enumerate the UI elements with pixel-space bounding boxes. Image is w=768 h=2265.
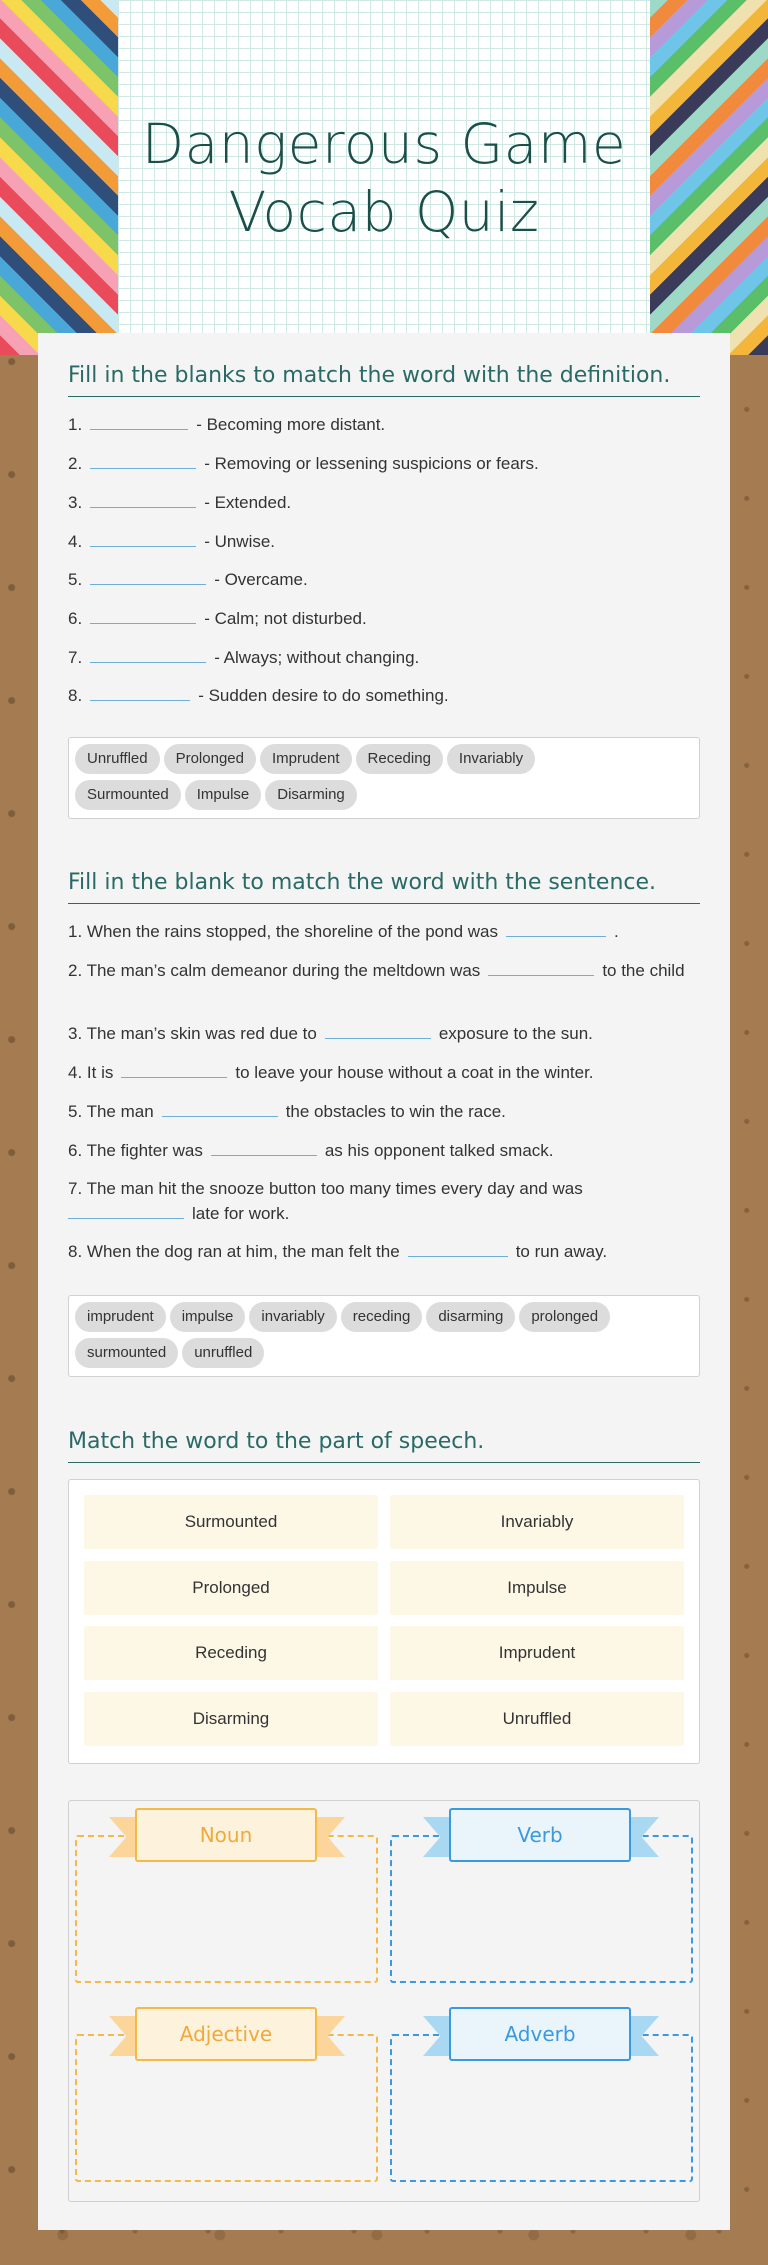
word-chip-disarming[interactable]: disarming <box>426 1302 515 1332</box>
sentence-question-4 <box>68 1060 708 1085</box>
word-chip-imprudent[interactable]: Imprudent <box>260 744 352 774</box>
answer-blank-1[interactable] <box>90 412 188 430</box>
definition-question-4 <box>68 529 708 554</box>
question-number: 1. <box>68 415 83 434</box>
answer-blank-3[interactable] <box>90 490 196 508</box>
word-chip-imprudent[interactable]: imprudent <box>75 1302 166 1332</box>
sentence-text-after: to the child <box>602 961 685 980</box>
word-chip-invariably[interactable]: invariably <box>249 1302 336 1332</box>
sentence-question-6 <box>68 1138 708 1163</box>
sentence-text-before: 5. The man <box>68 1102 154 1121</box>
question-number: 8. <box>68 686 83 705</box>
sentence-question-1 <box>68 919 708 944</box>
definition-text: - Sudden desire to do something. <box>198 686 449 705</box>
draggable-word-tile[interactable]: Disarming <box>84 1692 378 1746</box>
word-chip-receding[interactable]: receding <box>341 1302 423 1332</box>
word-chip-prolonged[interactable]: prolonged <box>519 1302 610 1332</box>
word-chip-impulse[interactable]: Impulse <box>185 780 262 810</box>
word-chip-unruffled[interactable]: unruffled <box>182 1338 264 1368</box>
draggable-word-tile[interactable]: Surmounted <box>84 1495 378 1549</box>
sentence-blank-1[interactable] <box>506 919 606 937</box>
part-of-speech-drop-zones <box>68 1800 700 2202</box>
question-number: 2. <box>68 454 83 473</box>
answer-blank-2[interactable] <box>90 451 196 469</box>
sentence-text-after: to run away. <box>515 1242 608 1261</box>
sentence-text-before: 6. The fighter was <box>68 1141 203 1160</box>
draggable-word-tile[interactable]: Impulse <box>390 1561 684 1615</box>
definition-text: - Becoming more distant. <box>196 415 386 434</box>
sentence-question-8 <box>68 1239 708 1264</box>
sentence-text-before: 1. When the rains stopped, the shoreline of the pond was <box>68 922 498 941</box>
sentence-blank-8[interactable] <box>408 1239 508 1257</box>
definition-question-1 <box>68 412 708 437</box>
word-chip-impulse[interactable]: impulse <box>170 1302 246 1332</box>
word-bank-2 <box>68 1295 700 1377</box>
question-number: 7. <box>68 648 83 667</box>
word-chip-prolonged[interactable]: Prolonged <box>164 744 256 774</box>
sentence-text-before: 2. The man’s calm demeanor during the meltdown was <box>68 961 481 980</box>
quiz-card <box>38 333 730 2230</box>
word-chip-surmounted[interactable]: Surmounted <box>75 780 181 810</box>
definition-question-2 <box>68 451 708 476</box>
question-number: 6. <box>68 609 83 628</box>
draggable-word-tile[interactable]: Receding <box>84 1626 378 1680</box>
definition-text: - Removing or lessening suspicions or fears. <box>204 454 539 473</box>
sentence-blank-7[interactable] <box>68 1201 184 1219</box>
section-3-title: Match the word to the part of speech. <box>68 1429 700 1463</box>
page-title-line-2: Vocab Quiz <box>228 180 540 244</box>
draggable-word-tile[interactable]: Imprudent <box>390 1626 684 1680</box>
definition-question-6 <box>68 606 708 631</box>
sentence-blank-5[interactable] <box>162 1099 278 1117</box>
sentence-question-3 <box>68 1021 708 1046</box>
header-banner <box>0 0 768 355</box>
word-chip-receding[interactable]: Receding <box>356 744 443 774</box>
sentence-blank-2[interactable] <box>488 958 594 976</box>
sentence-blank-3[interactable] <box>325 1021 431 1039</box>
sentence-text-before: 3. The man’s skin was red due to <box>68 1024 317 1043</box>
page-title <box>118 110 650 246</box>
answer-blank-6[interactable] <box>90 606 196 624</box>
sentence-text-after: the obstacles to win the race. <box>285 1102 506 1121</box>
sentence-text-before: 7. The man hit the snooze button too many times every day and was <box>68 1179 583 1198</box>
definition-text: - Unwise. <box>204 532 276 551</box>
definition-text: - Overcame. <box>214 570 308 589</box>
section-2-title: Fill in the blank to match the word with the sentence. <box>68 870 700 904</box>
decorative-chevron-pattern-left <box>0 0 118 355</box>
sentence-question-7 <box>68 1177 668 1226</box>
word-chip-disarming[interactable]: Disarming <box>265 780 357 810</box>
matching-tiles-panel <box>68 1479 700 1764</box>
sentence-text-before: 8. When the dog ran at him, the man felt the <box>68 1242 400 1261</box>
question-number: 4. <box>68 532 83 551</box>
sentence-text-after: . <box>614 922 619 941</box>
answer-blank-8[interactable] <box>90 683 190 701</box>
section-1-title: Fill in the blanks to match the word with the definition. <box>68 363 700 397</box>
definition-text: - Calm; not disturbed. <box>204 609 367 628</box>
verb-category-label: Verb <box>449 1808 631 1862</box>
sentence-text-before: 4. It is <box>68 1063 114 1082</box>
question-number: 5. <box>68 570 83 589</box>
word-chip-surmounted[interactable]: surmounted <box>75 1338 178 1368</box>
definition-question-7 <box>68 645 708 670</box>
definition-question-5 <box>68 567 708 592</box>
question-number: 3. <box>68 493 83 512</box>
definition-text: - Extended. <box>204 493 292 512</box>
sentence-text-after: as his opponent talked smack. <box>324 1141 554 1160</box>
draggable-word-tile[interactable]: Invariably <box>390 1495 684 1549</box>
definition-question-8 <box>68 683 708 708</box>
sentence-text-after: late for work. <box>192 1204 290 1223</box>
decorative-chevron-pattern-right <box>650 0 768 355</box>
sentence-blank-6[interactable] <box>211 1138 317 1156</box>
word-chip-invariably[interactable]: Invariably <box>447 744 535 774</box>
answer-blank-4[interactable] <box>90 529 196 547</box>
adverb-category-label: Adverb <box>449 2007 631 2061</box>
page-title-line-1: Dangerous Game <box>141 112 627 176</box>
sentence-question-2 <box>68 958 708 983</box>
sentence-question-5 <box>68 1099 708 1124</box>
sentence-text-after: exposure to the sun. <box>438 1024 593 1043</box>
sentence-blank-4[interactable] <box>121 1060 227 1078</box>
word-chip-unruffled[interactable]: Unruffled <box>75 744 160 774</box>
answer-blank-5[interactable] <box>90 567 206 585</box>
word-bank-1 <box>68 737 700 819</box>
answer-blank-7[interactable] <box>90 645 206 663</box>
adjective-category-label: Adjective <box>135 2007 317 2061</box>
noun-category-label: Noun <box>135 1808 317 1862</box>
draggable-word-tile[interactable]: Unruffled <box>390 1692 684 1746</box>
sentence-text-after: to leave your house without a coat in the winter. <box>235 1063 594 1082</box>
definition-question-3 <box>68 490 708 515</box>
draggable-word-tile[interactable]: Prolonged <box>84 1561 378 1615</box>
definition-text: - Always; without changing. <box>214 648 420 667</box>
